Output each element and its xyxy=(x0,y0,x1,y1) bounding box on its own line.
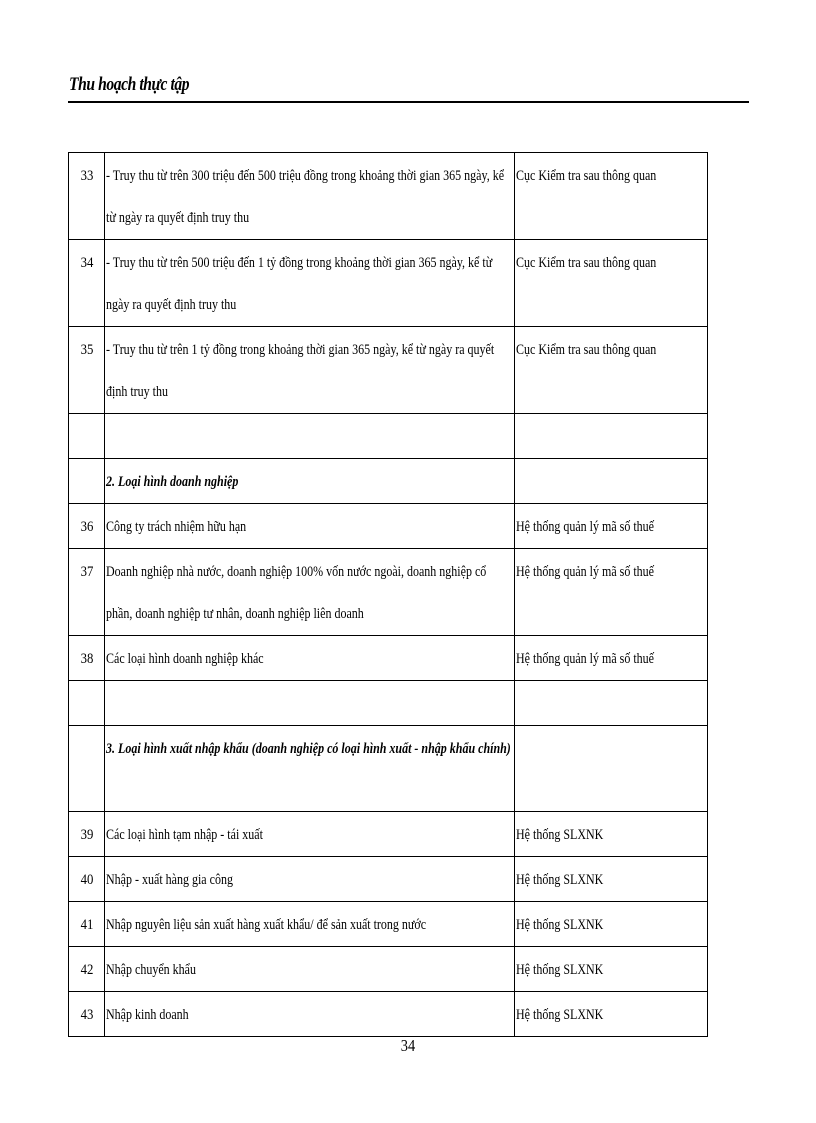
source-cell xyxy=(515,414,708,459)
section-heading: 2. Loại hình doanh nghiệp xyxy=(106,474,239,490)
source-cell xyxy=(515,992,708,1037)
row-source: Cục Kiểm tra sau thông quan xyxy=(516,255,657,271)
source-cell xyxy=(515,857,708,902)
description-cell xyxy=(105,414,515,459)
page-number: 34 xyxy=(400,1036,416,1055)
description-cell xyxy=(105,327,515,414)
source-cell xyxy=(515,681,708,726)
source-cell xyxy=(515,902,708,947)
table-row xyxy=(69,857,708,902)
row-number-cell xyxy=(69,414,105,459)
table-row xyxy=(69,681,708,726)
description-cell xyxy=(105,726,515,812)
row-number: 42 xyxy=(80,962,94,978)
row-source: Hệ thống SLXNK xyxy=(516,962,604,978)
source-cell xyxy=(515,947,708,992)
row-source: Cục Kiểm tra sau thông quan xyxy=(516,342,657,358)
row-number: 37 xyxy=(80,564,94,580)
row-number-cell xyxy=(69,549,105,636)
description-cell xyxy=(105,504,515,549)
table-row xyxy=(69,327,708,414)
description-cell xyxy=(105,902,515,947)
row-description: Nhập kinh doanh xyxy=(106,1007,189,1023)
row-description: Các loại hình doanh nghiệp khác xyxy=(106,651,264,667)
row-source: Hệ thống SLXNK xyxy=(516,917,604,933)
table-row xyxy=(69,504,708,549)
row-number-cell xyxy=(69,947,105,992)
row-number-cell xyxy=(69,327,105,414)
row-number-cell xyxy=(69,681,105,726)
row-number: 43 xyxy=(80,1007,94,1023)
description-cell xyxy=(105,857,515,902)
row-number: 39 xyxy=(80,827,94,843)
row-description: Nhập nguyên liệu sản xuất hàng xuất khẩu/ để sản xuất trong nước xyxy=(106,917,427,933)
description-cell xyxy=(105,636,515,681)
row-number: 34 xyxy=(80,255,94,271)
row-description: - Truy thu từ trên 500 triệu đến 1 tỷ đồng trong khoảng thời gian 365 ngày, kể từ ngày ra quyết định truy thu xyxy=(106,255,493,313)
table-row xyxy=(69,414,708,459)
row-number: 41 xyxy=(80,917,94,933)
row-source: Hệ thống quản lý mã số thuế xyxy=(516,651,654,667)
description-cell xyxy=(105,549,515,636)
row-description: - Truy thu từ trên 300 triệu đến 500 triệu đồng trong khoảng thời gian 365 ngày, kể từ ngày ra quyết định truy thu xyxy=(106,168,505,226)
row-number: 33 xyxy=(80,168,94,184)
description-cell xyxy=(105,459,515,504)
row-number-cell xyxy=(69,726,105,812)
table-row xyxy=(69,992,708,1037)
row-number-cell xyxy=(69,636,105,681)
row-description: Công ty trách nhiệm hữu hạn xyxy=(106,519,247,535)
row-number-cell xyxy=(69,153,105,240)
source-cell xyxy=(515,504,708,549)
row-source: Hệ thống quản lý mã số thuế xyxy=(516,519,654,535)
row-number: 35 xyxy=(80,342,94,358)
source-cell xyxy=(515,240,708,327)
row-number-cell xyxy=(69,992,105,1037)
source-cell xyxy=(515,549,708,636)
section-heading: 3. Loại hình xuất nhập khẩu (doanh nghiệp có loại hình xuất - nhập khẩu chính) xyxy=(106,741,511,757)
table-row xyxy=(69,947,708,992)
header-divider xyxy=(68,101,749,103)
table-row xyxy=(69,636,708,681)
description-cell xyxy=(105,812,515,857)
row-description: - Truy thu từ trên 1 tỷ đồng trong khoảng thời gian 365 ngày, kể từ ngày ra quyết định truy thu xyxy=(106,342,495,400)
table-row xyxy=(69,812,708,857)
table-row xyxy=(69,902,708,947)
table-row xyxy=(69,549,708,636)
row-source: Hệ thống quản lý mã số thuế xyxy=(516,564,654,580)
section-row xyxy=(69,459,708,504)
section-row xyxy=(69,726,708,812)
description-cell xyxy=(105,681,515,726)
source-cell xyxy=(515,636,708,681)
description-cell xyxy=(105,947,515,992)
row-description: Nhập chuyển khẩu xyxy=(106,962,196,978)
row-number-cell xyxy=(69,240,105,327)
table-row xyxy=(69,240,708,327)
data-table xyxy=(68,152,708,1037)
description-cell xyxy=(105,240,515,327)
description-cell xyxy=(105,992,515,1037)
row-source: Hệ thống SLXNK xyxy=(516,827,604,843)
row-number: 36 xyxy=(80,519,94,535)
source-cell xyxy=(515,726,708,812)
row-description: Doanh nghiệp nhà nước, doanh nghiệp 100% vốn nước ngoài, doanh nghiệp cổ phần, doanh nghiệp tư nhân, doanh nghiệp liên doanh xyxy=(106,564,487,622)
row-description: Các loại hình tạm nhập - tái xuất xyxy=(106,827,263,843)
description-cell xyxy=(105,153,515,240)
page-header-title: Thu hoạch thực tập xyxy=(69,74,190,95)
row-number-cell xyxy=(69,857,105,902)
row-source: Cục Kiểm tra sau thông quan xyxy=(516,168,657,184)
source-cell xyxy=(515,459,708,504)
source-cell xyxy=(515,812,708,857)
row-source: Hệ thống SLXNK xyxy=(516,1007,604,1023)
row-source: Hệ thống SLXNK xyxy=(516,872,604,888)
row-number-cell xyxy=(69,902,105,947)
table-row xyxy=(69,153,708,240)
row-number: 40 xyxy=(80,872,94,888)
row-number-cell xyxy=(69,812,105,857)
row-number-cell xyxy=(69,504,105,549)
source-cell xyxy=(515,327,708,414)
source-cell xyxy=(515,153,708,240)
row-description: Nhập - xuất hàng gia công xyxy=(106,872,233,888)
row-number: 38 xyxy=(80,651,94,667)
row-number-cell xyxy=(69,459,105,504)
